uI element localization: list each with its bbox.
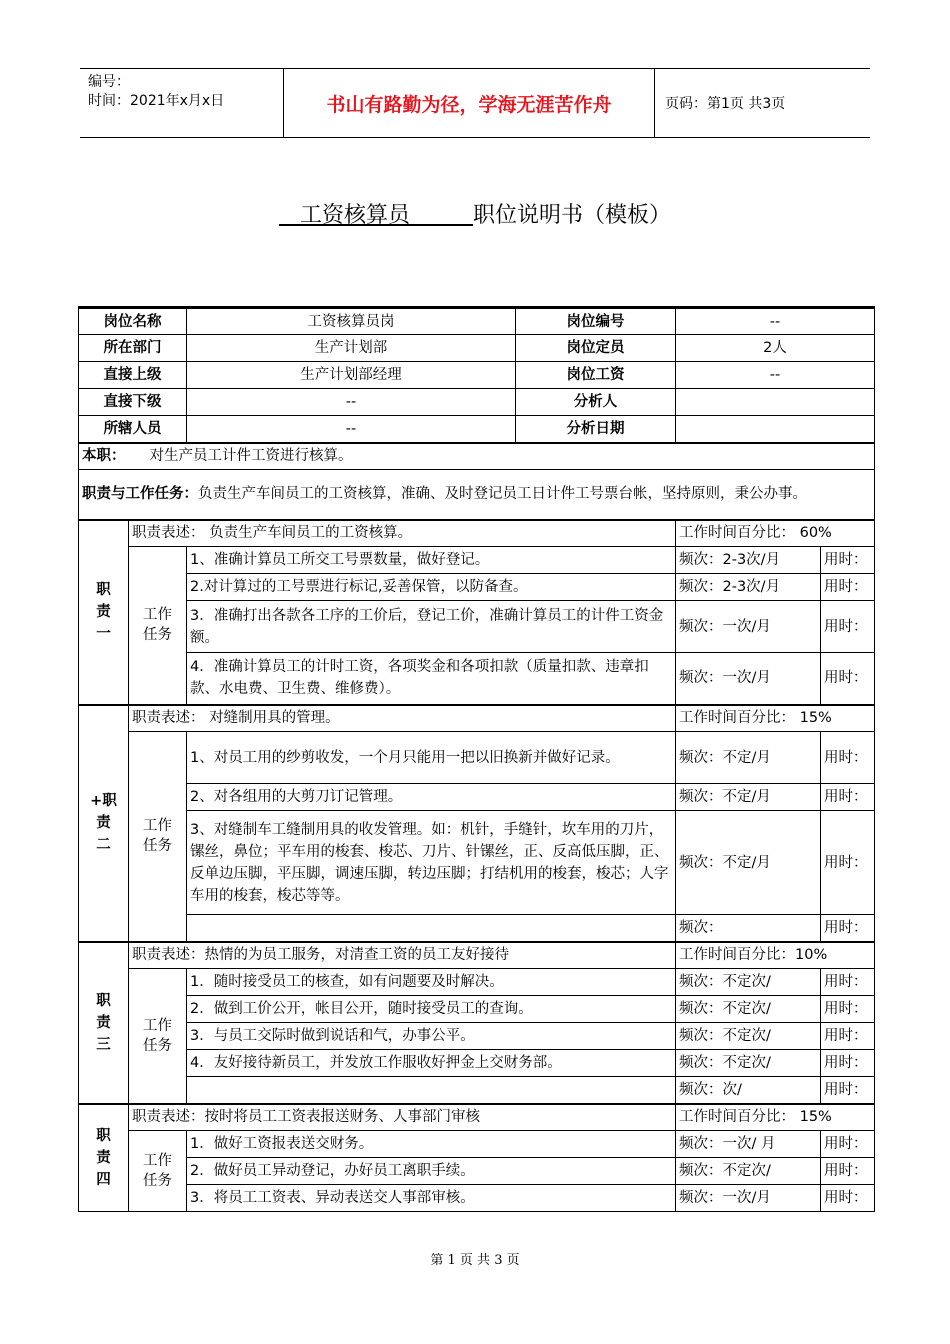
info-value xyxy=(676,416,875,443)
task-text: 2、对各组用的大剪刀订记管理。 xyxy=(187,784,676,811)
task-text xyxy=(187,1077,676,1104)
info-value: 工资核算员岗 xyxy=(187,308,516,335)
task-time: 用时： xyxy=(821,996,875,1023)
info-label: 所在部门 xyxy=(79,335,187,362)
task-text: 3、对缝制车工缝制用具的收发管理。如：机针，手缝针，坎车用的刀片，镙丝，鼻位；平车用的梭套、梭芯、刀片、针镙丝，正、反高低压脚，正、反单边压脚，平压脚，调速压脚，转边压脚；打结机用的梭套，梭芯；人字车用的梭套，梭芯等等。 xyxy=(187,811,676,915)
task-time: 用时： xyxy=(821,915,875,942)
responsibility-wrap xyxy=(82,482,871,506)
duty-description: 职责表述：按时将员工工资表报送财务、人事部门审核 xyxy=(129,1104,676,1131)
duty-time-percent: 工作时间百分比： 60% xyxy=(676,520,875,547)
info-row xyxy=(79,308,875,335)
info-row xyxy=(79,335,875,362)
info-value: -- xyxy=(187,416,516,443)
task-time: 用时： xyxy=(821,784,875,811)
header-page-info: 页码：第1页 共3页 xyxy=(665,96,786,112)
info-label: 直接下级 xyxy=(79,389,187,416)
info-row xyxy=(79,389,875,416)
task-time: 用时： xyxy=(821,1077,875,1104)
task-text: 2．做好员工异动登记，办好员工离职手续。 xyxy=(187,1158,676,1185)
responsibility-label: 职责与工作任务： xyxy=(82,486,198,503)
header-number-label: 编号： xyxy=(88,74,130,90)
task-time: 用时： xyxy=(821,732,875,784)
info-label: 直接上级 xyxy=(79,362,187,389)
task-row xyxy=(79,1158,875,1185)
task-time: 用时： xyxy=(821,547,875,574)
task-row xyxy=(79,732,875,784)
task-frequency: 频次：次/ xyxy=(676,1077,821,1104)
info-value: 2人 xyxy=(676,335,875,362)
work-task-label xyxy=(129,969,187,1104)
duty-name-char: 职 xyxy=(96,992,111,1009)
duty-name-char: 责 xyxy=(96,815,111,831)
info-label: 岗位编号 xyxy=(516,308,676,335)
task-row xyxy=(79,601,875,653)
duty-desc-row xyxy=(79,520,875,547)
task-time: 用时： xyxy=(821,811,875,915)
task-row xyxy=(79,547,875,574)
task-row xyxy=(79,1185,875,1212)
info-value: -- xyxy=(676,362,875,389)
task-frequency: 频次：一次/月 xyxy=(676,653,821,705)
task-text: 3．将员工工资表、异动表送交人事部审核。 xyxy=(187,1185,676,1212)
work-task-label-line: 任务 xyxy=(143,1173,172,1189)
task-frequency: 频次：不定次/ xyxy=(676,1023,821,1050)
info-row xyxy=(79,416,875,443)
task-row xyxy=(79,1050,875,1077)
table-body xyxy=(79,308,875,1212)
task-text: 3．与员工交际时做到说话和气，办事公平。 xyxy=(187,1023,676,1050)
work-task-label-line: 任务 xyxy=(143,1037,172,1054)
job-description-table xyxy=(78,306,875,1212)
responsibility-text: 负责生产车间员工的工资核算，准确、及时登记员工日计件工号票台帐，坚持原则，秉公办事。 xyxy=(198,486,807,503)
task-frequency: 频次：不定/月 xyxy=(676,732,821,784)
header-meta xyxy=(88,73,224,111)
task-time: 用时： xyxy=(821,601,875,653)
task-row xyxy=(79,996,875,1023)
duty-name-char: 四 xyxy=(96,1171,111,1188)
task-row xyxy=(79,1023,875,1050)
duty-time-percent: 工作时间百分比： 15% xyxy=(676,705,875,732)
duty-name xyxy=(79,705,129,942)
task-frequency: 频次：不定次/ xyxy=(676,996,821,1023)
work-task-label xyxy=(129,1131,187,1212)
task-frequency: 频次：不定次/ xyxy=(676,1050,821,1077)
main-duty-text: 对生产员工计件工资进行核算。 xyxy=(149,448,353,465)
info-value: 生产计划部经理 xyxy=(187,362,516,389)
duty-desc-row xyxy=(79,705,875,732)
task-frequency: 频次：一次/ 月 xyxy=(676,1131,821,1158)
task-text: 1．做好工资报表送交财务。 xyxy=(187,1131,676,1158)
duty-name xyxy=(79,520,129,705)
work-task-label-line: 工作 xyxy=(143,607,172,624)
task-row xyxy=(79,1131,875,1158)
work-task-label-line: 任务 xyxy=(143,627,172,644)
duty-name-char: 一 xyxy=(96,626,111,642)
task-text: 2.对计算过的工号票进行标记,妥善保管，以防备查。 xyxy=(187,574,676,601)
task-row xyxy=(79,969,875,996)
duty-desc-row xyxy=(79,1104,875,1131)
work-task-label-line: 工作 xyxy=(143,818,172,835)
info-value: 生产计划部 xyxy=(187,335,516,362)
task-frequency: 频次：2-3次/月 xyxy=(676,547,821,574)
document-title xyxy=(0,198,950,229)
work-task-label xyxy=(129,732,187,942)
task-time: 用时： xyxy=(821,1050,875,1077)
info-row xyxy=(79,362,875,389)
duty-name-char: 职 xyxy=(96,582,111,598)
duty-name-char: 责 xyxy=(96,1014,111,1031)
title-position-underline xyxy=(279,203,473,228)
task-row xyxy=(79,574,875,601)
task-text: 1、对员工用的纱剪收发，一个月只能用一把以旧换新并做好记录。 xyxy=(187,732,676,784)
task-frequency: 频次：不定/月 xyxy=(676,811,821,915)
task-text: 1、准确计算员工所交工号票数量，做好登记。 xyxy=(187,547,676,574)
task-text: 3．准确打出各款各工序的工价后，登记工价，准确计算员工的计件工资金额。 xyxy=(187,601,676,653)
work-task-label-line: 工作 xyxy=(143,1017,172,1034)
page-footer: 第 1 页 共 3 页 xyxy=(430,1253,520,1268)
task-row xyxy=(79,811,875,915)
task-time: 用时： xyxy=(821,1023,875,1050)
info-label: 所辖人员 xyxy=(79,416,187,443)
title-position: 工资核算员 xyxy=(300,203,411,228)
duty-time-percent: 工作时间百分比：10% xyxy=(676,942,875,969)
task-text: 4．友好接待新员工，并发放工作服收好押金上交财务部。 xyxy=(187,1050,676,1077)
header-date: 时间：2021年x月x日 xyxy=(88,93,225,109)
task-frequency: 频次： xyxy=(676,915,821,942)
task-text: 2．做到工价公开，帐目公开，随时接受员工的查询。 xyxy=(187,996,676,1023)
task-time: 用时： xyxy=(821,653,875,705)
work-task-label-line: 任务 xyxy=(143,838,172,855)
task-frequency: 频次：2-3次/月 xyxy=(676,574,821,601)
task-row xyxy=(79,915,875,942)
duty-description: 职责表述：热情的为员工服务，对清查工资的员工友好接待 xyxy=(129,942,676,969)
duty-name-char: +职 xyxy=(90,793,117,809)
duty-description: 职责表述： 负责生产车间员工的工资核算。 xyxy=(129,520,676,547)
info-value xyxy=(676,389,875,416)
task-row xyxy=(79,784,875,811)
task-time: 用时： xyxy=(821,1185,875,1212)
header-motto: 书山有路勤为径，学海无涯苦作舟 xyxy=(283,69,655,137)
duty-time-percent: 工作时间百分比： 15% xyxy=(676,1104,875,1131)
info-label: 岗位名称 xyxy=(79,308,187,335)
work-task-label-line: 工作 xyxy=(143,1153,172,1169)
duty-name-char: 三 xyxy=(96,1036,111,1053)
task-time: 用时： xyxy=(821,1131,875,1158)
duty-name xyxy=(79,1104,129,1212)
info-label: 分析日期 xyxy=(516,416,676,443)
task-text xyxy=(187,915,676,942)
info-label: 岗位工资 xyxy=(516,362,676,389)
main-duty-row xyxy=(79,443,875,470)
task-text: 4．准确计算员工的计时工资，各项奖金和各项扣款（质量扣款、违章扣款、水电费、卫生费、维修费）。 xyxy=(187,653,676,705)
info-label: 岗位定员 xyxy=(516,335,676,362)
duty-name-char: 责 xyxy=(96,604,111,620)
work-task-label xyxy=(129,547,187,705)
main-duty-cell xyxy=(79,443,875,470)
task-frequency: 频次：不定/月 xyxy=(676,784,821,811)
task-row xyxy=(79,1077,875,1104)
duty-name-char: 责 xyxy=(96,1149,111,1166)
task-time: 用时： xyxy=(821,574,875,601)
task-row xyxy=(79,653,875,705)
info-value: -- xyxy=(187,389,516,416)
info-label: 分析人 xyxy=(516,389,676,416)
task-frequency: 频次：一次/月 xyxy=(676,601,821,653)
page-header xyxy=(80,68,870,138)
duty-name xyxy=(79,942,129,1104)
task-frequency: 频次：不定次/ xyxy=(676,969,821,996)
duty-name-char: 职 xyxy=(96,1127,111,1144)
duty-description: 职责表述： 对缝制用具的管理。 xyxy=(129,705,676,732)
task-time: 用时： xyxy=(821,969,875,996)
main-duty-label: 本职： xyxy=(82,448,126,465)
task-frequency: 频次：不定次/ xyxy=(676,1158,821,1185)
title-suffix: 职位说明书（模板） xyxy=(472,203,671,228)
task-time: 用时： xyxy=(821,1158,875,1185)
duty-desc-row xyxy=(79,942,875,969)
task-text: 1．随时接受员工的核查，如有问题要及时解决。 xyxy=(187,969,676,996)
responsibility-row xyxy=(79,470,875,520)
duty-name-char: 二 xyxy=(96,837,111,853)
responsibility-cell xyxy=(79,470,875,520)
info-value: -- xyxy=(676,308,875,335)
task-frequency: 频次：一次/月 xyxy=(676,1185,821,1212)
